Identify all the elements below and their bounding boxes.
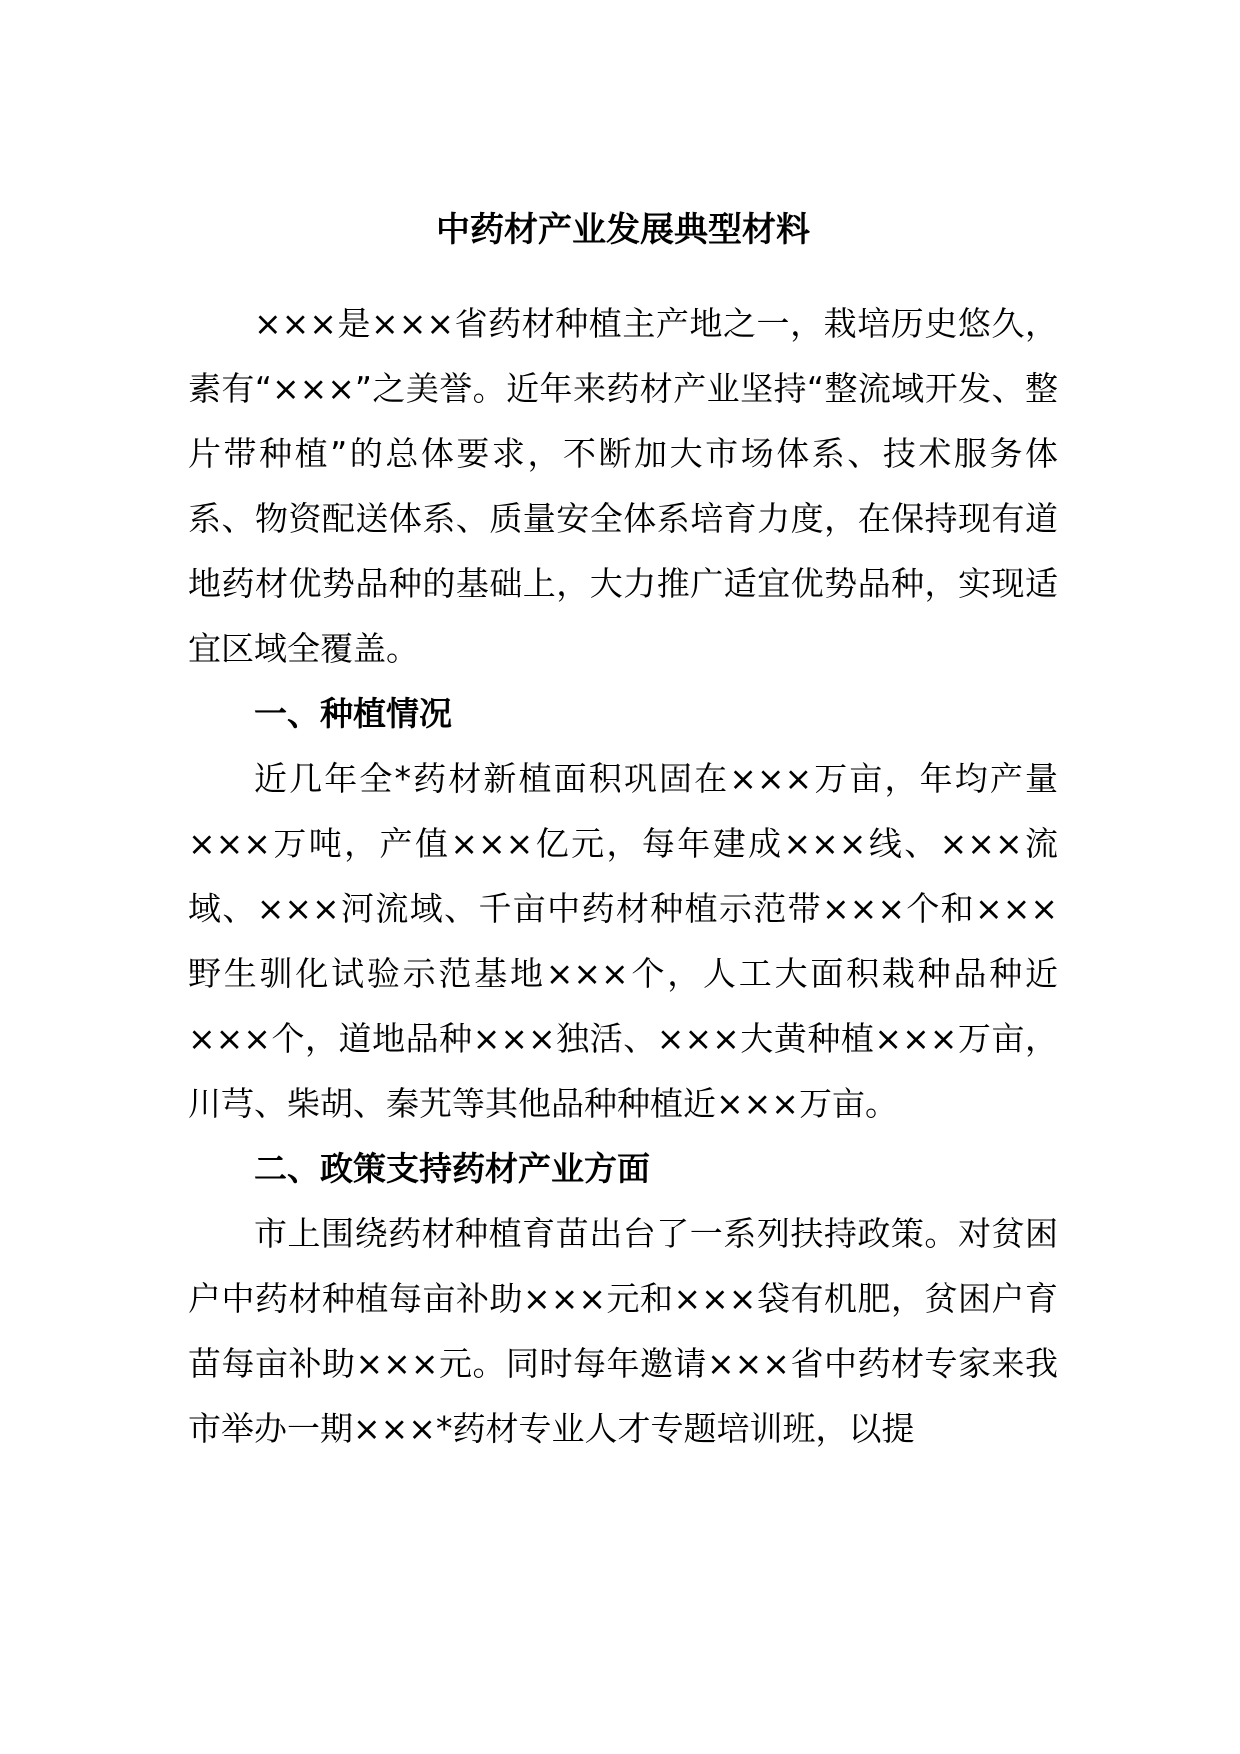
intro-paragraph: ×××是×××省药材种植主产地之一，栽培历史悠久，素有“×××”之美誉。近年来药材产业坚持“整流域开发、整片带种植”的总体要求，不断加大市场体系、技术服务体系、物资配送体系、质量安全体系培育力度，在保持现有道地药材优势品种的基础上，大力推广适宜优势品种，实现适宜区域全覆盖。: [188, 304, 1058, 668]
section-heading-planting: 一、种植情况: [254, 694, 452, 733]
section-heading-policy: 二、政策支持药材产业方面: [254, 1149, 650, 1188]
document-page: [188, 205, 1058, 1461]
section-body-policy: 市上围绕药材种植育苗出台了一系列扶持政策。对贫困户中药材种植每亩补助×××元和×××袋有机肥，贫困户育苗每亩补助×××元。同时每年邀请×××省中药材专家来我市举办一期×××*药材专业人才专题培训班，以提: [188, 1214, 1058, 1448]
section-body-planting: 近几年全*药材新植面积巩固在×××万亩，年均产量×××万吨，产值×××亿元，每年建成×××线、×××流域、×××河流域、千亩中药材种植示范带×××个和×××野生驯化试验示范基地×××个，人工大面积栽种品种近×××个，道地品种×××独活、×××大黄种植×××万亩，川芎、柴胡、秦艽等其他品种种植近×××万亩。: [188, 759, 1058, 1123]
document-title: 中药材产业发展典型材料: [436, 210, 810, 250]
